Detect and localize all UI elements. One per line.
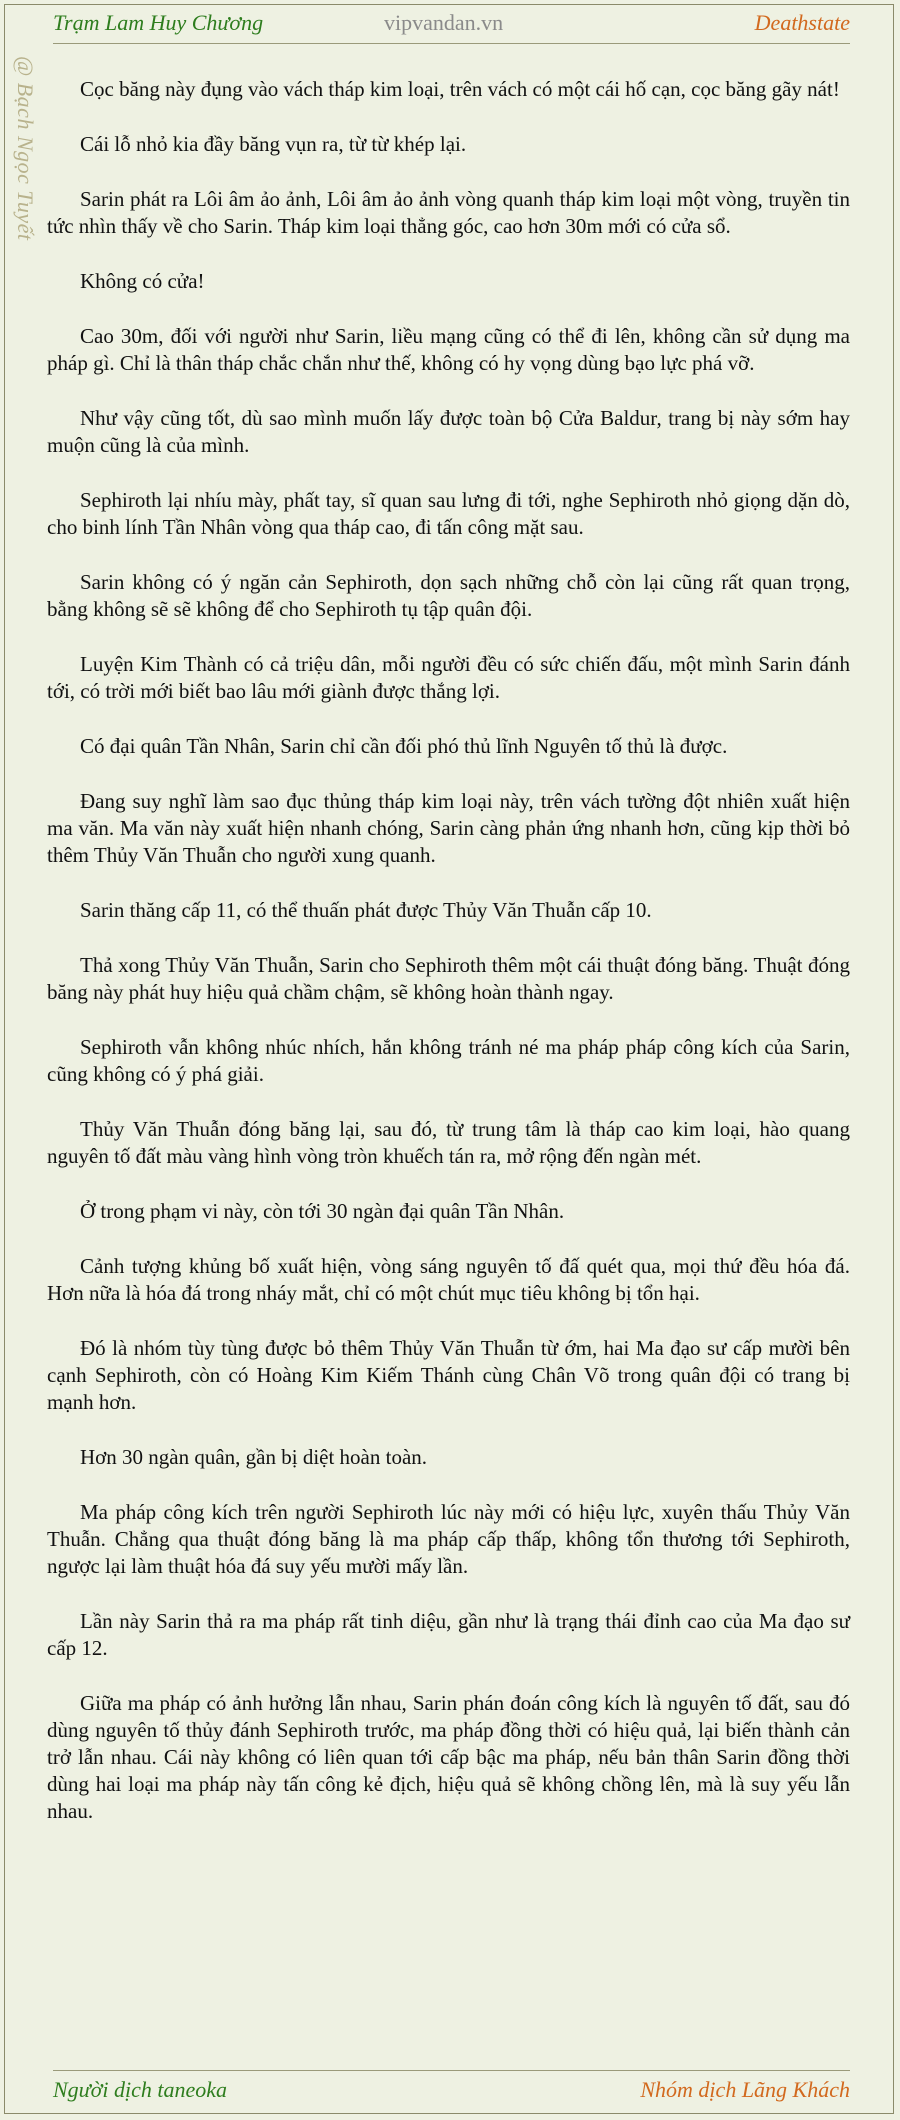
paragraph: Ở trong phạm vi này, còn tới 30 ngàn đại quân Tần Nhân. — [80, 1199, 565, 1223]
paragraph: Thả xong Thủy Văn Thuẫn, Sarin cho Sephiroth thêm một cái thuật đóng băng. Thuật đóng băng này phát huy hiệu quả chầm chậm, sẽ không hoàn thành ngay. — [47, 953, 850, 1004]
paragraph: Hơn 30 ngàn quân, gần bị diệt hoàn toàn. — [80, 1445, 428, 1469]
header-site-name: Trạm Lam Huy Chương — [53, 10, 264, 35]
paragraph: Cọc băng này đụng vào vách tháp kim loại, trên vách có một cái hố cạn, cọc băng gãy nát! — [80, 77, 840, 101]
paragraph: Đang suy nghĩ làm sao đục thủng tháp kim loại này, trên vách tường đột nhiên xuất hiện ma văn. Ma văn này xuất hiện nhanh chóng, Sarin càng phản ứng nhanh hơn, cũng kịp thời bỏ thêm Thủy Văn Thuẫn cho người xung quanh. — [47, 789, 850, 867]
paragraph: Lần này Sarin thả ra ma pháp rất tinh diệu, gần như là trạng thái đỉnh cao của Ma đạo sư cấp 12. — [47, 1609, 850, 1660]
page-footer — [53, 2075, 850, 2109]
header-author: Deathstate — [754, 10, 850, 35]
paragraph: Ma pháp công kích trên người Sephiroth lúc này mới có hiệu lực, xuyên thấu Thủy Văn Thuẫn. Chẳng qua thuật đóng băng là ma pháp cấp thấp, không tổn thương tới Sephiroth, ngược lại làm thuật hóa đá suy yếu mười mấy lần. — [47, 1500, 850, 1578]
footer-divider — [53, 2070, 850, 2071]
paragraph: Sarin không có ý ngăn cản Sephiroth, dọn sạch những chỗ còn lại cũng rất quan trọng, bằng không sẽ sẽ không để cho Sephiroth tụ tập quân đội. — [47, 570, 850, 621]
paragraph: Cảnh tượng khủng bố xuất hiện, vòng sáng nguyên tố đấ quét qua, mọi thứ đều hóa đá. Hơn nữa là hóa đá trong nháy mắt, chỉ có một chút mục tiêu không bị tổn hại. — [47, 1254, 850, 1305]
paragraph: Sarin thăng cấp 11, có thể thuấn phát được Thủy Văn Thuẫn cấp 10. — [80, 898, 652, 922]
side-watermark: @ Bạch Ngọc Tuyết — [13, 56, 38, 241]
paragraph: Sarin phát ra Lôi âm ảo ảnh, Lôi âm ảo ảnh vòng quanh tháp kim loại một vòng, truyền tin tức nhìn thấy về cho Sarin. Tháp kim loại thẳng góc, cao hơn 30m mới có cửa sổ. — [47, 187, 850, 238]
paragraph: Sephiroth vẫn không nhúc nhích, hắn không tránh né ma pháp pháp công kích của Sarin, cũng không có ý phá giải. — [47, 1035, 850, 1086]
footer-translator: Người dịch taneoka — [53, 2077, 228, 2102]
paragraph: Sephiroth lại nhíu mày, phất tay, sĩ quan sau lưng đi tới, nghe Sephiroth nhỏ giọng dặn dò, cho binh lính Tần Nhân vòng qua tháp cao, đi tấn công mặt sau. — [47, 488, 850, 539]
header-divider — [53, 43, 850, 44]
paragraph: Không có cửa! — [80, 269, 205, 293]
paragraph: Cao 30m, đối với người như Sarin, liều mạng cũng có thể đi lên, không cần sử dụng ma pháp gì. Chỉ là thân tháp chắc chắn như thế, không có hy vọng dùng bạo lực phá vỡ. — [47, 324, 850, 375]
paragraph: Thủy Văn Thuẫn đóng băng lại, sau đó, từ trung tâm là tháp cao kim loại, hào quang nguyên tố đất màu vàng hình vòng tròn khuếch tán ra, mở rộng đến ngàn mét. — [47, 1117, 850, 1168]
paragraph: Giữa ma pháp có ảnh hưởng lẫn nhau, Sarin phán đoán công kích là nguyên tố đất, sau đó dùng nguyên tố thủy đánh Sephiroth trước, ma pháp đồng thời có hiệu quả, lại biến thành cản trở lẫn nhau. Cái này không có liên quan tới cấp bậc ma pháp, nếu bản thân Sarin đồng thời dùng hai loại ma pháp này tấn công kẻ địch, hiệu quả sẽ không chồng lên, mà là suy yếu lẫn nhau. — [47, 1691, 850, 1823]
header-url: vipvandan.vn — [384, 10, 504, 35]
paragraph: Luyện Kim Thành có cả triệu dân, mỗi người đều có sức chiến đấu, một mình Sarin đánh tới, có trời mới biết bao lâu mới giành được thắng lợi. — [47, 652, 850, 703]
paragraph: Như vậy cũng tốt, dù sao mình muốn lấy được toàn bộ Cửa Baldur, trang bị này sớm hay muộn cũng là của mình. — [47, 406, 850, 457]
chapter-body — [47, 76, 850, 1853]
page-header — [53, 8, 850, 42]
paragraph: Đó là nhóm tùy tùng được bỏ thêm Thủy Văn Thuẫn từ ớm, hai Ma đạo sư cấp mười bên cạnh Sephiroth, còn có Hoàng Kim Kiếm Thánh cùng Chân Võ trong quân đội có trang bị mạnh hơn. — [47, 1336, 850, 1414]
footer-group: Nhóm dịch Lãng Khách — [640, 2077, 850, 2102]
paragraph: Cái lỗ nhỏ kia đầy băng vụn ra, từ từ khép lại. — [80, 132, 467, 156]
paragraph: Có đại quân Tần Nhân, Sarin chỉ cần đối phó thủ lĩnh Nguyên tố thủ là được. — [80, 734, 728, 758]
